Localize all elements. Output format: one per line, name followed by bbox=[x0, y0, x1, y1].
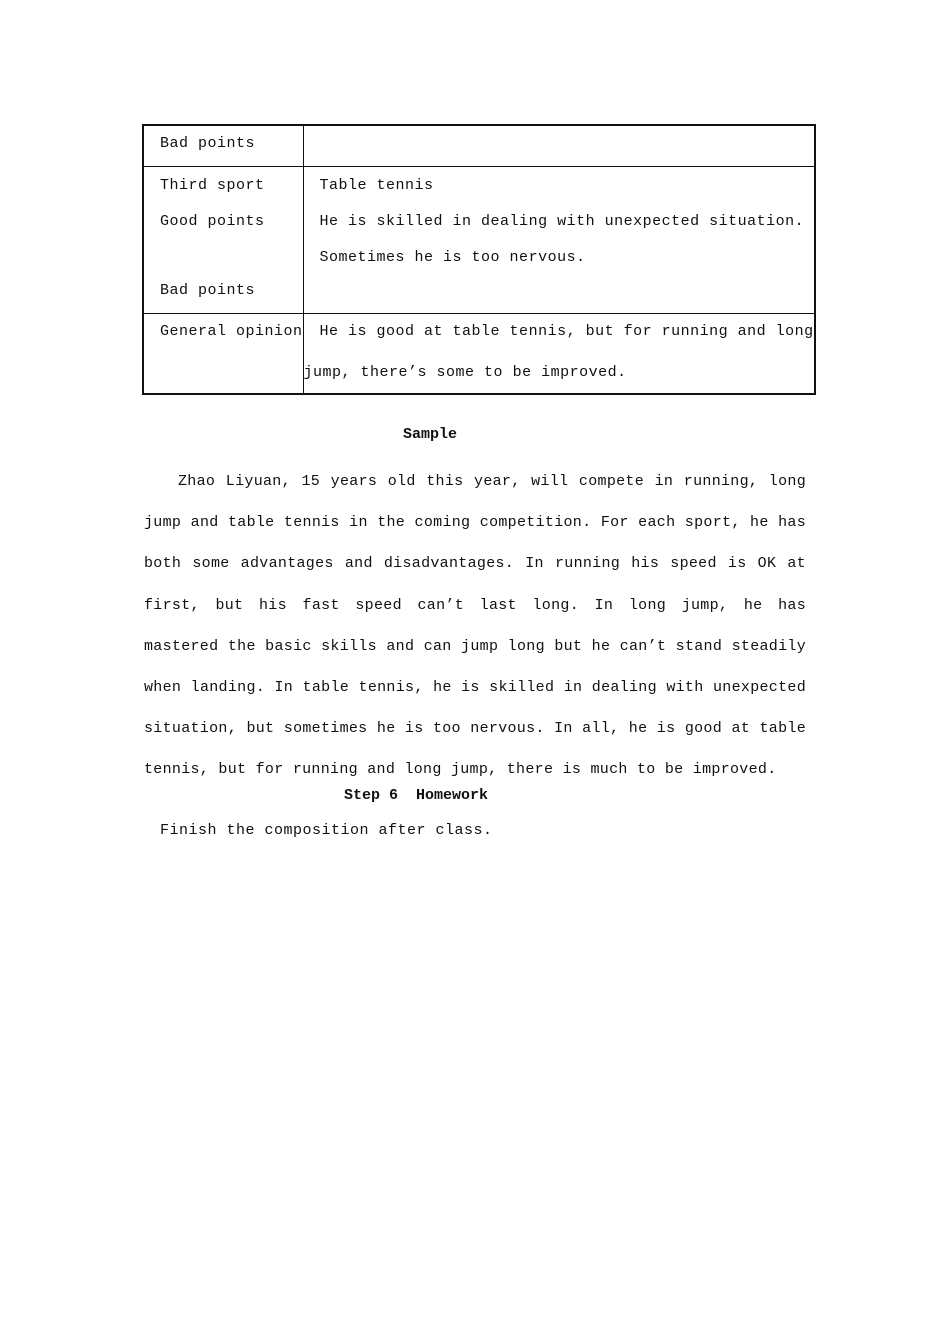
label-third-sport: Third sport bbox=[160, 177, 265, 194]
table-row bbox=[143, 314, 815, 395]
table-cell-label bbox=[143, 314, 303, 395]
table-cell-value bbox=[303, 125, 815, 167]
evaluation-table bbox=[142, 124, 816, 395]
spacer bbox=[144, 244, 303, 277]
value-bad-points: Sometimes he is too nervous. bbox=[319, 249, 586, 266]
value-good-points: He is skilled in dealing with unexpected situation. bbox=[319, 213, 805, 230]
sample-heading: Sample bbox=[403, 426, 458, 443]
homework-heading: Step 6 Homework bbox=[344, 787, 489, 804]
table-row bbox=[143, 167, 815, 314]
table-cell-value bbox=[303, 314, 815, 395]
table-cell-label bbox=[143, 167, 303, 314]
label-general-opinion: General opinion bbox=[160, 323, 303, 340]
label-good-points: Good points bbox=[160, 213, 265, 230]
table-cell-label bbox=[143, 125, 303, 167]
value-general-opinion-line1: He is good at table tennis, but for running and long bbox=[319, 323, 814, 340]
sample-essay: Zhao Liyuan, 15 years old this year, will compete in running, long jump and table tennis in the coming competition. For each sport, he has both some advantages and disadvantages. In running his speed is OK at first, but his fast speed can’t last long. In long jump, he has mastered the basic skills and can jump long but he can’t stand steadily when landing. In table tennis, he is skilled in dealing with unexpected situation, but sometimes he is too nervous. In all, he is good at table tennis, but for running and long jump, there is much to be improved. bbox=[144, 473, 806, 779]
homework-text: Finish the composition after class. bbox=[160, 822, 493, 839]
value-sport-name: Table tennis bbox=[319, 177, 434, 194]
label-bad-points: Bad points bbox=[160, 282, 256, 299]
table-row bbox=[143, 125, 815, 167]
table-cell-value bbox=[303, 167, 815, 314]
value-general-opinion-line2: jump, there’s some to be improved. bbox=[303, 364, 627, 381]
label-bad-points: Bad points bbox=[160, 135, 256, 152]
